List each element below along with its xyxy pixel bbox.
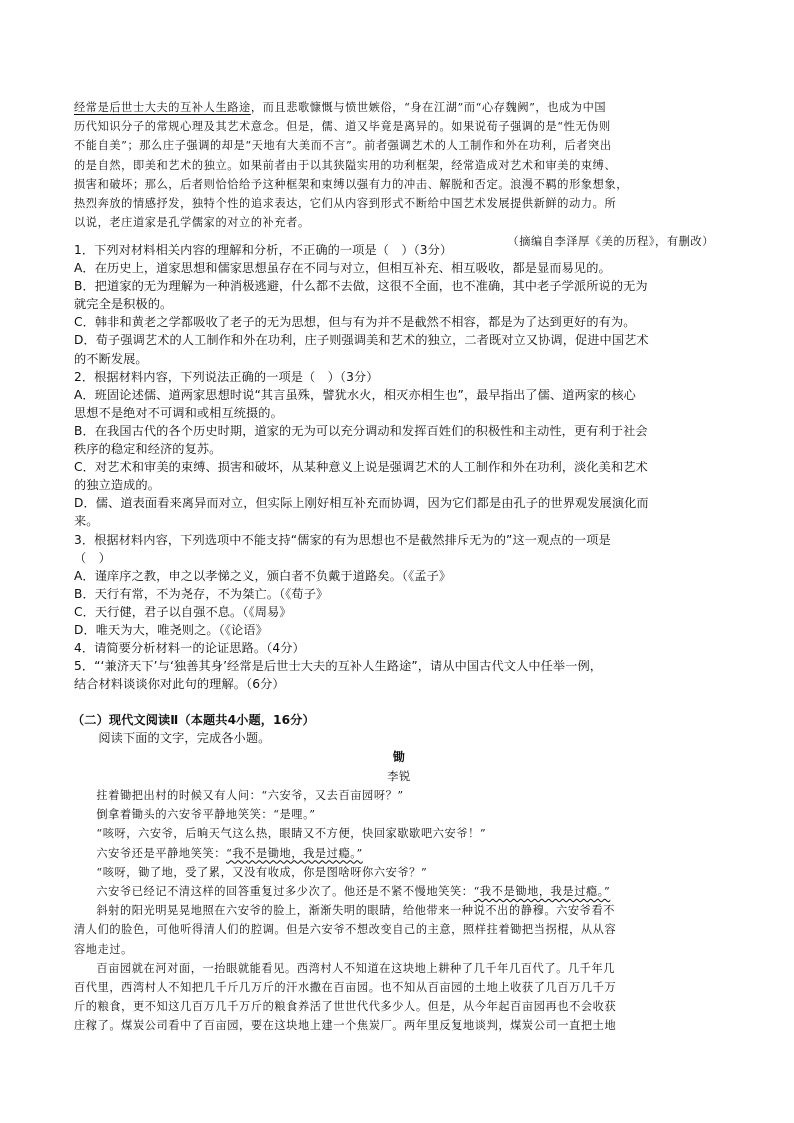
story-author: 李锐: [387, 770, 411, 784]
wavy-underlined-quote: “我不是锄地，我是过瘾。”: [226, 846, 363, 860]
questions-block: [74, 241, 724, 693]
wavy-underlined-quote: “我不是锄地，我是过瘾。”: [473, 885, 611, 899]
story-line: 庄稼了。煤炭公司看中了百亩园，要在这块地上建一个焦炭厂。两年里反复地谈判，煤炭公司一直把土地: [74, 1019, 617, 1033]
underlined-phrase: 经常是后世士大夫的互补人生路途: [74, 101, 251, 114]
question-line: 就完全是积极的。: [74, 297, 173, 312]
story-line: 倒拿着锄头的六安爷平静地笑笑：“是哩。”: [96, 808, 316, 822]
question-line: D．荀子强调艺术的人工制作和外在功利，庄子则强调美和艺术的独立，二者既对立又协调，促进中国艺术: [74, 333, 649, 348]
question-line: 的不断发展。: [74, 351, 148, 366]
question-line: B．在我国古代的各个历史时期，道家的无为可以充分调动和发挥百姓们的积极性和主动性，更有利于社会: [74, 423, 648, 438]
question-line: 4．请简要分析材料一的论证思路。（4分）: [74, 641, 305, 656]
story-line: 百代里，西湾村人不知把几千斤几万斤的汗水撒在百亩园。也不知从百亩园的土地上收获了几百万几千万: [74, 981, 617, 995]
section-heading: （二）现代文阅读Ⅱ（本题共4小题，16分）: [72, 713, 315, 727]
question-line: B．天行有常，不为尧存，不为桀亡。（《荀子》: [74, 586, 329, 601]
passage-one: [74, 98, 724, 252]
question-line: 结合材料谈谈你对此句的理解。（6分）: [74, 677, 285, 692]
question-line: 1．下列对材料相关内容的理解和分析，不正确的一项是（ ）（3分）: [74, 243, 453, 257]
story-line: 六安爷还是平静地笑笑：“我不是锄地，我是过瘾。”: [96, 846, 363, 860]
story-line: “咳呀，六安爷，后晌天气这么热，眼睛又不方便，快回家歇歇吧六安爷！”: [96, 827, 487, 841]
story-line: 斤的粮食，更不知这几百万几千万斤的粮食养活了世世代代多少人。但是，从今年起百亩园再也不会收获: [74, 1000, 617, 1014]
section-instruction: 阅读下面的文字，完成各小题。: [98, 731, 271, 746]
question-line: （ ）: [74, 550, 111, 565]
question-line: A．谨庠序之教，申之以孝悌之义，颁白者不负戴于道路矣。（《孟子》: [74, 568, 452, 583]
passage-line: 经常是后世士大夫的互补人生路途，而且悲歌慷慨与愤世嫉俗，“身在江湖”而“心存魏阙”，也成为中国: [74, 101, 607, 114]
passage-line: 的是自然，即美和艺术的独立。如果前者由于以其狭隘实用的功利框架，经常造成对艺术和审美的束缚、: [74, 158, 617, 172]
question-line: C．韩非和黄老之学都吸收了老子的无为思想，但与有为并不是截然不相容，都是为了达到更好的有为。: [74, 315, 636, 330]
question-line: 秩序的稳定和经济的复苏。: [74, 442, 222, 457]
question-line: 5．“‘兼济天下’与‘独善其身’经常是后世士大夫的互补人生路途”，请从中国古代文人中任举一例，: [74, 659, 603, 674]
passage-line: 损害和破坏；那么，后者则恰恰给予这种框架和束缚以强有力的冲击、解脱和否定。浪漫不羁的形象想象，: [74, 177, 629, 191]
section-two-header: [74, 711, 724, 747]
question-line: B．把道家的无为理解为一种消极逃避，什么都不去做，这很不全面，也不准确，其中老子学派所说的无为: [74, 279, 648, 294]
passage-line: 不能自美”；那么庄子强调的却是“天地有大美而不言”。前者强调艺术的人工制作和外在功利，后者突出: [74, 139, 612, 153]
question-line: 3．根据材料内容，下列选项中不能支持“儒家的有为思想也不是截然排斥无为的”这一观点的一项是: [74, 532, 611, 547]
question-line: C．对艺术和审美的束缚、损害和破坏，从某种意义上说是强调艺术的人工制作和外在功利，淡化美和艺术: [74, 460, 648, 475]
story-line: 容地走过。: [74, 942, 133, 956]
passage-line: 热烈奔放的情感抒发，独特个性的追求表达，它们从内容到形式不断给中国艺术发展提供新鲜的动力。所: [74, 197, 617, 211]
story-line: 百亩园就在河对面，一抬眼就能看见。西湾村人不知道在这块地上耕种了几千年几百代了。几千年几: [96, 961, 616, 975]
passage-line: 历代知识分子的常规心理及其艺术意念。但是，儒、道又毕竟是离异的。如果说荀子强调的是“性无伪则: [74, 120, 611, 134]
question-line: C．天行健，君子以自强不息。（《周易》: [74, 604, 292, 619]
story-title-block: [74, 748, 724, 786]
story-line: 斜射的阳光明晃晃地照在六安爷的脸上，渐渐失明的眼睛，给他带来一种说不出的静穆。六安爷看不: [96, 904, 616, 918]
story-line: 拄着锄把出村的时候又有人问：“六安爷，又去百亩园呀？”: [96, 789, 404, 802]
story-line: “咳呀，锄了地，受了累，又没有收成，你是图啥呀你六安爷？”: [96, 865, 428, 879]
passage-line: 以说，老庄道家是孔学儒家的对立的补充者。: [74, 216, 310, 230]
story-body: [74, 786, 724, 1036]
story-line: 清人们的脸色，可他听得清人们的腔调。但是六安爷不想改变自己的主意，照样拄着锄把当拐棍，从从容: [74, 923, 617, 937]
story-title: 锄: [392, 750, 406, 764]
question-line: 思想不是绝对不可调和或相互统摄的。: [74, 405, 283, 420]
question-line: A．在历史上，道家思想和儒家思想虽存在不同与对立，但相互补充、相互吸收，都是显而易见的。: [74, 261, 611, 276]
question-line: D．儒、道表面看来离异而对立，但实际上刚好相互补充而协调，因为它们都是由孔子的世界观发展演化而: [74, 496, 649, 511]
source-citation: （摘编自李泽厚《美的历程》，有删改）: [507, 235, 714, 249]
story-line: 六安爷已经记不清这样的回答重复过多少次了。他还是不紧不慢地笑笑：“我不是锄地，我是过瘾。”: [96, 885, 611, 899]
question-line: D．唯天为大，唯尧则之。（《论语》: [74, 622, 268, 637]
question-line: 2．根据材料内容，下列说法正确的一项是（ ）（3分）: [74, 369, 379, 384]
question-line: A．班固论述儒、道两家思想时说“其言虽殊，譬犹水火，相灭亦相生也”，最早指出了儒、道两家的核心: [74, 387, 636, 402]
question-line: 的独立造成的。: [74, 478, 161, 493]
question-line: 来。: [74, 514, 99, 529]
